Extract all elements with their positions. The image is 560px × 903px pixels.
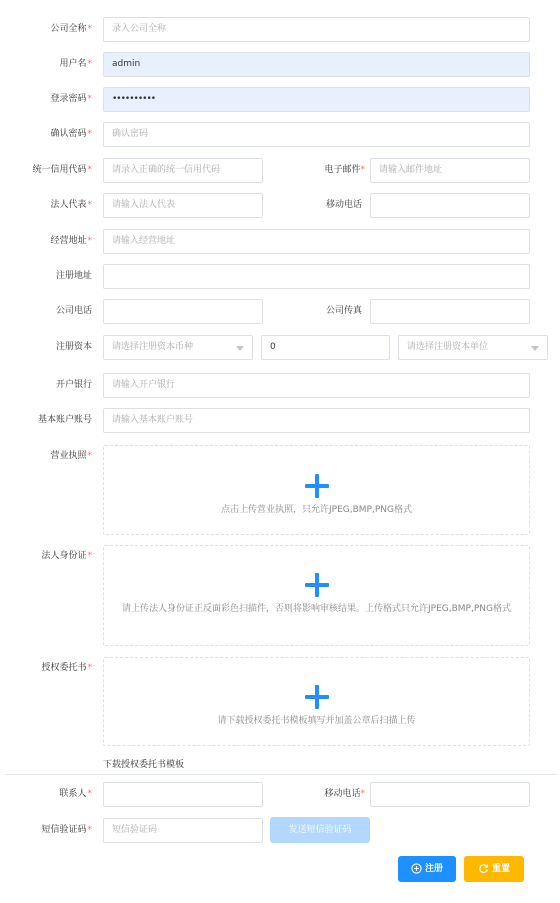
bank-input[interactable]: 请输入开户银行 — [103, 373, 530, 398]
contact-person-label: 联系人* — [59, 789, 92, 799]
password-label: 登录密码* — [50, 94, 92, 104]
username-label: 用户名* — [59, 59, 92, 69]
confirm-password-input[interactable]: 确认密码 — [103, 122, 530, 147]
business-address-label: 经营地址* — [50, 236, 92, 246]
id-card-upload[interactable] — [103, 545, 530, 646]
mobile-label: 移动电话 — [325, 200, 362, 210]
authorization-label: 授权委托书* — [41, 663, 92, 673]
license-upload[interactable] — [103, 445, 530, 535]
password-input[interactable]: •••••••••• — [103, 87, 530, 112]
account-input[interactable]: 请输入基本账户账号 — [103, 408, 530, 433]
capital-currency-select[interactable] — [103, 335, 253, 360]
contact-mobile-label: 移动电话* — [324, 789, 365, 799]
registered-address-input[interactable] — [103, 264, 530, 289]
company-name-label: 公司全称* — [50, 24, 92, 34]
authorization-upload[interactable] — [103, 657, 530, 746]
email-label: 电子邮件* — [324, 165, 365, 175]
credit-code-input[interactable]: 请录入正确的统一信用代码 — [103, 158, 263, 183]
confirm-password-label: 确认密码* — [50, 129, 92, 139]
authorization-upload-hint: 请下载授权委托书模板填写并加盖公章后扫描上传 — [217, 716, 416, 726]
plus-icon — [305, 474, 329, 498]
capital-amount-input[interactable]: 0 — [261, 335, 390, 360]
reset-button[interactable] — [464, 856, 524, 882]
id-card-label: 法人身份证* — [41, 551, 92, 561]
company-fax-label: 公司传真 — [325, 306, 362, 316]
bank-label: 开户银行 — [55, 380, 92, 390]
capital-unit-placeholder: 请选择注册资本单位 — [407, 342, 489, 352]
registered-address-label: 注册地址 — [55, 271, 92, 281]
email-input[interactable]: 请输入邮件地址 — [370, 158, 530, 183]
license-label: 营业执照* — [50, 451, 92, 461]
company-name-input[interactable]: 录入公司全称 — [103, 17, 530, 42]
plus-circle-icon — [411, 863, 422, 874]
mobile-input[interactable] — [370, 193, 530, 218]
legal-rep-label: 法人代表* — [50, 200, 92, 210]
chevron-down-icon — [531, 346, 539, 351]
chevron-down-icon — [236, 346, 244, 351]
license-upload-hint: 点击上传营业执照，只允许JPEG,BMP,PNG格式 — [221, 505, 412, 515]
company-fax-input[interactable] — [370, 299, 530, 324]
sms-code-input[interactable]: 短信验证码 — [103, 818, 263, 843]
sms-code-label: 短信验证码* — [41, 825, 92, 835]
refresh-icon — [478, 863, 489, 874]
capital-unit-select[interactable] — [398, 335, 548, 360]
company-phone-label: 公司电话 — [55, 306, 92, 316]
send-sms-code-button[interactable]: 发送短信验证码 — [270, 817, 370, 843]
company-phone-input[interactable] — [103, 299, 263, 324]
credit-code-label: 统一信用代码* — [32, 165, 92, 175]
reset-label: 重置 — [491, 864, 510, 874]
divider — [5, 774, 558, 775]
download-template-link[interactable]: 下载授权委托书模板 — [103, 760, 185, 770]
register-label: 注册 — [424, 864, 443, 874]
legal-rep-input[interactable]: 请输入法人代表 — [103, 193, 263, 218]
register-button[interactable] — [398, 856, 456, 882]
id-card-upload-hint: 请上传法人身份证正反面彩色扫描件，否则将影响审核结果。上传格式只允许JPEG,BMP,PNG格式 — [122, 604, 511, 614]
plus-icon — [305, 573, 329, 597]
business-address-input[interactable]: 请输入经营地址 — [103, 229, 530, 254]
registered-capital-label: 注册资本 — [55, 342, 92, 352]
contact-person-input[interactable] — [103, 782, 263, 807]
capital-currency-placeholder: 请选择注册资本币种 — [112, 342, 194, 352]
username-input[interactable]: admin — [103, 52, 530, 77]
plus-icon — [305, 685, 329, 709]
account-label: 基本账户账号 — [37, 415, 92, 425]
contact-mobile-input[interactable] — [370, 782, 530, 807]
